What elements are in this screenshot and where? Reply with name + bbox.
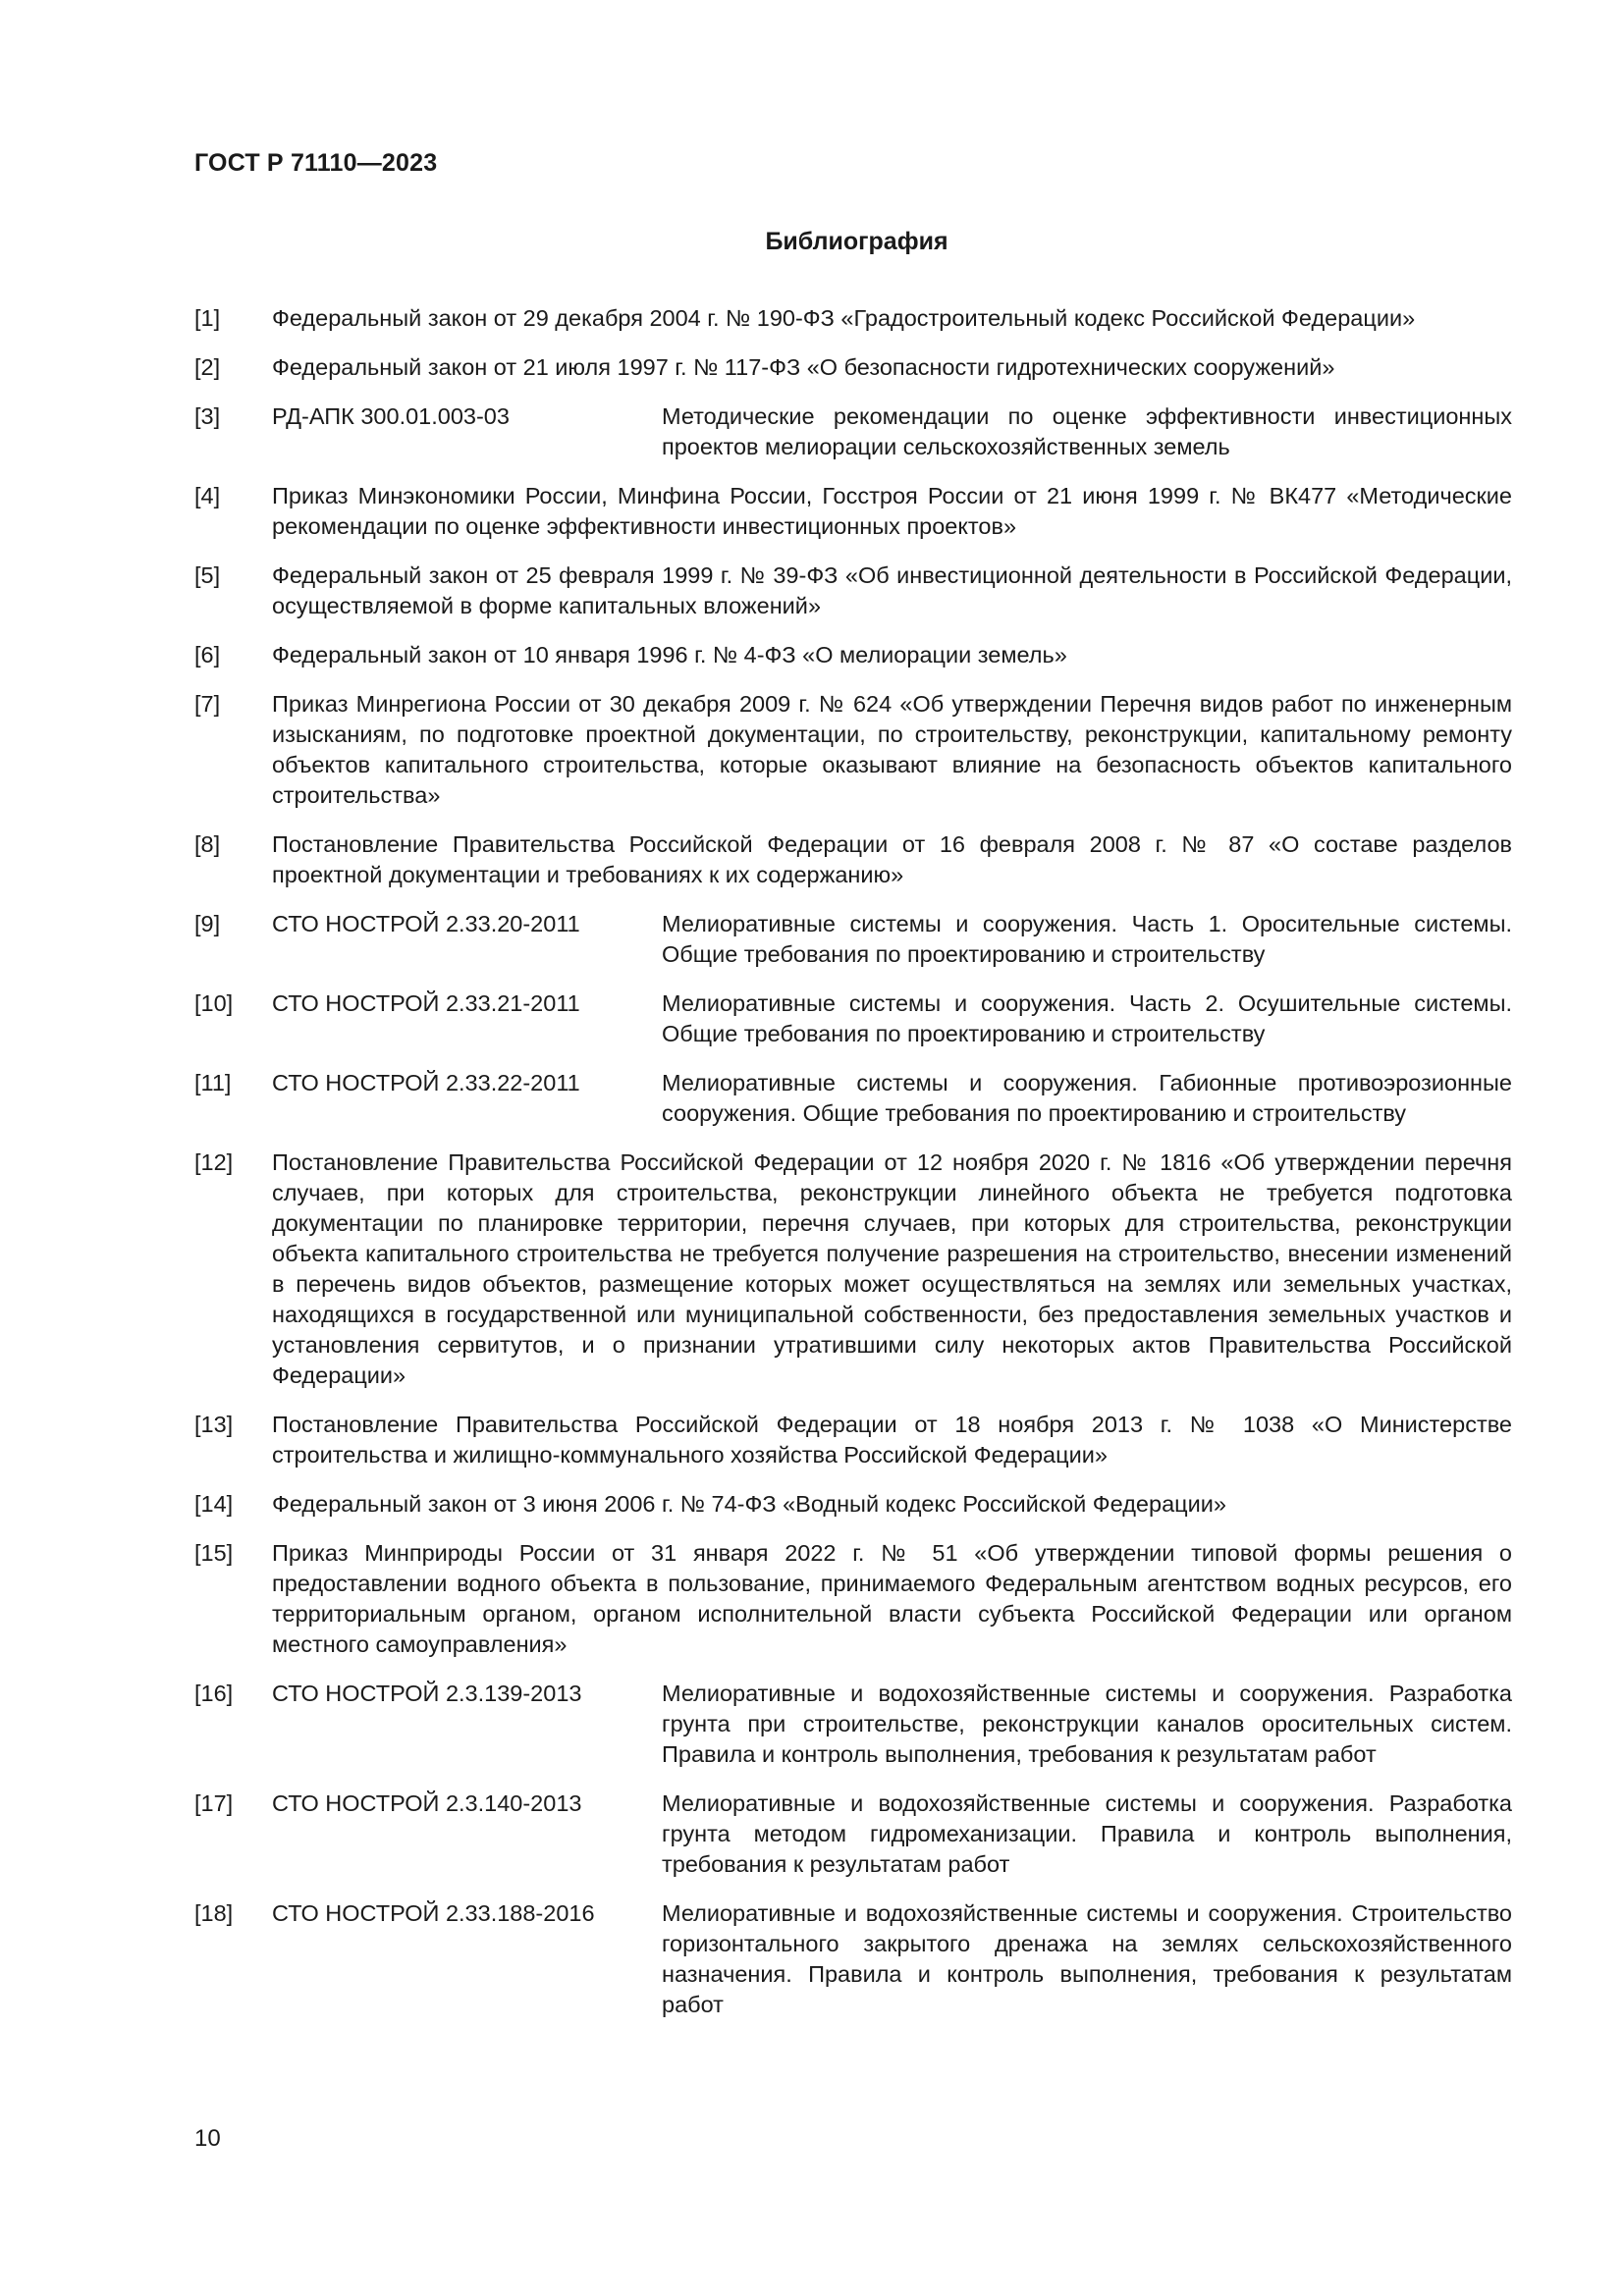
bibliography-entry	[194, 829, 1512, 890]
entry-text: Приказ Минэкономики России, Минфина России, Госстроя России от 21 июня 1999 г. № ВК477 «Методические рекомендации по оценке эффективности инвестиционных проектов»	[272, 483, 1512, 539]
entry-number: [9]	[194, 911, 221, 936]
bibliography-entry	[194, 988, 1512, 1049]
entry-text: Приказ Минрегиона России от 30 декабря 2009 г. № 624 «Об утверждении Перечня видов работ по инженерным изысканиям, по подготовке проектной документации, по строительству, реконструкции, капитальному ремонту объектов капитального строительства, которые оказывают влияние на безопасность объектов капитального строительства»	[272, 691, 1512, 808]
entry-text: Постановление Правительства Российской Федерации от 18 ноября 2013 г. № 1038 «О Министерстве строительства и жилищно-коммунального хозяйства Российской Федерации»	[272, 1412, 1512, 1468]
entry-code: РД-АПК 300.01.003-03	[272, 403, 510, 429]
entry-text: Мелиоративные системы и сооружения. Габионные противоэрозионные сооружения. Общие требования по проектированию и строительству	[662, 1070, 1512, 1126]
bibliography-entry	[194, 1538, 1512, 1660]
entry-text: Федеральный закон от 29 декабря 2004 г. № 190-ФЗ «Градостроительный кодекс Российской Федерации»	[272, 305, 1416, 331]
bibliography-entry	[194, 481, 1512, 542]
entry-code: СТО НОСТРОЙ 2.3.139-2013	[272, 1681, 582, 1706]
entry-number: [11]	[194, 1070, 232, 1095]
entry-code: СТО НОСТРОЙ 2.3.140-2013	[272, 1790, 582, 1816]
entry-number: [1]	[194, 305, 221, 331]
bibliography-entry	[194, 689, 1512, 811]
entry-number: [18]	[194, 1900, 234, 1926]
page-title: Библиография	[765, 228, 948, 255]
bibliography-entry	[194, 1410, 1512, 1470]
entry-number: [8]	[194, 831, 221, 857]
entry-number: [6]	[194, 642, 221, 667]
entry-text: Методические рекомендации по оценке эффективности инвестиционных проектов мелиорации сельскохозяйственных земель	[662, 403, 1512, 459]
entry-number: [7]	[194, 691, 221, 717]
entry-number: [10]	[194, 990, 234, 1016]
entry-text: Мелиоративные и водохозяйственные системы и сооружения. Разработка грунта при строительстве, реконструкции каналов оросительных систем. Правила и контроль выполнения, требования к результатам работ	[662, 1681, 1512, 1767]
entry-number: [12]	[194, 1149, 234, 1175]
entry-code: СТО НОСТРОЙ 2.33.20-2011	[272, 911, 580, 936]
entry-text: Федеральный закон от 25 февраля 1999 г. № 39-ФЗ «Об инвестиционной деятельности в Российской Федерации, осуществляемой в форме капитальных вложений»	[272, 562, 1512, 618]
entry-text: Федеральный закон от 3 июня 2006 г. № 74-ФЗ «Водный кодекс Российской Федерации»	[272, 1491, 1226, 1517]
bibliography-entry	[194, 909, 1512, 970]
entry-number: [16]	[194, 1681, 234, 1706]
entry-text: Приказ Минприроды России от 31 января 2022 г. № 51 «Об утверждении типовой формы решения о предоставлении водного объекта в пользование, принимаемого Федеральным агентством водных ресурсов, его территориальным органом, органом исполнительной власти субъекта Российской Федерации или органом местного самоуправления»	[272, 1540, 1512, 1657]
bibliography-entry	[194, 1068, 1512, 1129]
bibliography-entry	[194, 303, 1512, 334]
entry-number: [17]	[194, 1790, 234, 1816]
bibliography-entry	[194, 1148, 1512, 1391]
entry-number: [13]	[194, 1412, 234, 1437]
entry-code: СТО НОСТРОЙ 2.33.188-2016	[272, 1900, 595, 1926]
entry-number: [15]	[194, 1540, 234, 1566]
entry-number: [3]	[194, 403, 221, 429]
entry-code: СТО НОСТРОЙ 2.33.22-2011	[272, 1070, 580, 1095]
entry-text: Мелиоративные и водохозяйственные системы и сооружения. Строительство горизонтального закрытого дренажа на землях сельскохозяйственного назначения. Правила и контроль выполнения, требования к результатам работ	[662, 1900, 1512, 2017]
entry-text: Мелиоративные системы и сооружения. Часть 1. Оросительные системы. Общие требования по проектированию и строительству	[662, 911, 1512, 967]
bibliography-entry	[194, 1489, 1512, 1520]
bibliography-entry	[194, 561, 1512, 621]
bibliography-entry	[194, 1789, 1512, 1880]
bibliography-entry	[194, 1898, 1512, 2020]
bibliography-list	[194, 303, 1512, 2039]
document-header: ГОСТ Р 71110—2023	[194, 149, 438, 177]
entry-number: [5]	[194, 562, 221, 588]
bibliography-entry	[194, 352, 1512, 383]
entry-text: Мелиоративные и водохозяйственные системы и сооружения. Разработка грунта методом гидромеханизации. Правила и контроль выполнения, требования к результатам работ	[662, 1790, 1512, 1877]
entry-text: Постановление Правительства Российской Федерации от 16 февраля 2008 г. № 87 «О составе разделов проектной документации и требованиях к их содержанию»	[272, 831, 1512, 887]
entry-text: Федеральный закон от 21 июля 1997 г. № 117-ФЗ «О безопасности гидротехнических сооружений»	[272, 354, 1335, 380]
entry-text: Постановление Правительства Российской Федерации от 12 ноября 2020 г. № 1816 «Об утверждении перечня случаев, при которых для строительства, реконструкции линейного объекта не требуется подготовка документации по планировке территории, перечня случаев, при которых для строительства, реконструкции объекта капитального строительства не требуется получение разрешения на строительство, внесении изменений в перечень видов объектов, размещение которых может осуществляться на землях или земельных участках, находящихся в государственной или муниципальной собственности, без предоставления земельных участков и установления сервитутов, и о признании утратившими силу некоторых актов Правительства Российской Федерации»	[272, 1149, 1512, 1388]
entry-number: [14]	[194, 1491, 234, 1517]
entry-text: Мелиоративные системы и сооружения. Часть 2. Осушительные системы. Общие требования по проектированию и строительству	[662, 990, 1512, 1046]
bibliography-entry	[194, 640, 1512, 670]
entry-number: [2]	[194, 354, 221, 380]
bibliography-entry	[194, 401, 1512, 462]
bibliography-entry	[194, 1679, 1512, 1770]
entry-code: СТО НОСТРОЙ 2.33.21-2011	[272, 990, 580, 1016]
entry-number: [4]	[194, 483, 221, 508]
entry-text: Федеральный закон от 10 января 1996 г. № 4-ФЗ «О мелиорации земель»	[272, 642, 1067, 667]
page-number: 10	[194, 2125, 221, 2152]
